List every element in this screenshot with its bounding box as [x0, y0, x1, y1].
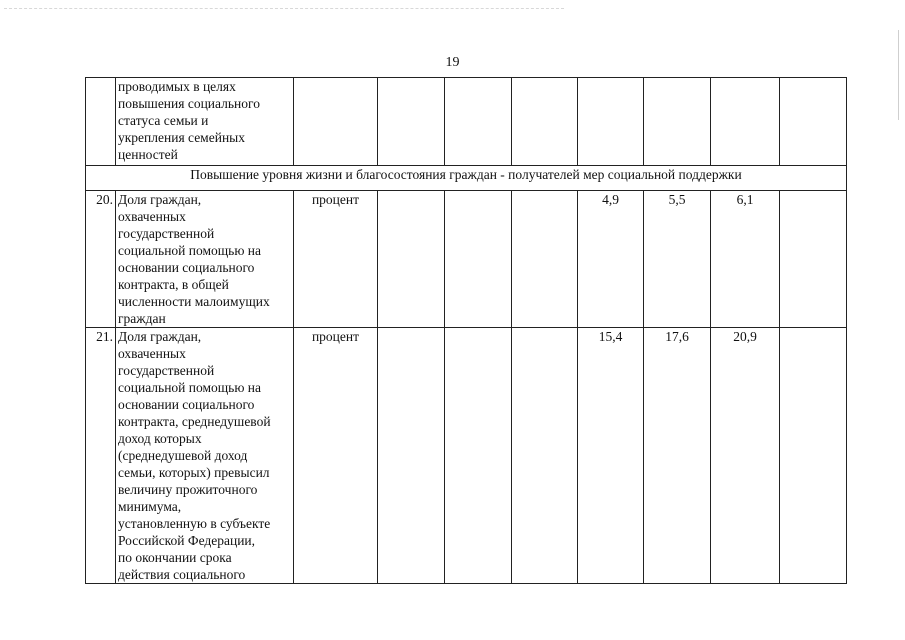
cell-value: 6,1: [711, 191, 780, 328]
cell-empty: [711, 78, 780, 166]
cell-indicator-name: [116, 78, 294, 166]
cell-unit: процент: [294, 328, 378, 584]
cell-empty: [512, 328, 578, 584]
cell-empty: [378, 328, 445, 584]
section-title: Повышение уровня жизни и благосостояния граждан - получателей мер социальной поддержки: [86, 166, 847, 191]
cell-value: 17,6: [644, 328, 711, 584]
cell-value: 20,9: [711, 328, 780, 584]
cell-unit: [294, 78, 378, 166]
row-number: 21.: [86, 328, 116, 584]
cell-value: 4,9: [578, 191, 644, 328]
cell-value: 5,5: [644, 191, 711, 328]
cell-unit: процент: [294, 191, 378, 328]
cell-indicator-name: [116, 328, 294, 584]
cell-empty: [512, 191, 578, 328]
cell-empty: [780, 328, 847, 584]
indicator-name-text: Доля граждан, охваченных государственной социальной помощью на основании социального контракта, среднедушевой доход которых (среднедушевой доход семьи, которых) превысил величину прожиточного минимума, установленную в субъекте Российской Федерации, по окончании срока действия социального: [118, 329, 271, 582]
cell-value: 15,4: [578, 328, 644, 584]
cell-empty: [378, 78, 445, 166]
cell-empty: [644, 78, 711, 166]
cell-empty: [780, 191, 847, 328]
cell-num: [86, 78, 116, 166]
indicator-name-text: проводимых в целях повышения социального статуса семьи и укрепления семейных ценностей: [118, 79, 260, 162]
table-row-continued: [86, 78, 847, 166]
cell-empty: [445, 191, 512, 328]
indicator-name-text: Доля граждан, охваченных государственной социальной помощью на основании социального контракта, в общей численности малоимущих граждан: [118, 192, 270, 326]
section-header-row: [86, 166, 847, 191]
cell-empty: [780, 78, 847, 166]
cell-empty: [578, 78, 644, 166]
cell-empty: [378, 191, 445, 328]
indicators-table: [85, 77, 847, 584]
table-row: [86, 328, 847, 584]
page-number: 19: [445, 55, 460, 70]
cell-indicator-name: [116, 191, 294, 328]
cell-empty: [445, 78, 512, 166]
table-row: [86, 191, 847, 328]
scan-artifact-line: [4, 8, 564, 19]
row-number: 20.: [86, 191, 116, 328]
cell-empty: [512, 78, 578, 166]
scan-artifact-edge: [898, 30, 899, 120]
cell-empty: [445, 328, 512, 584]
